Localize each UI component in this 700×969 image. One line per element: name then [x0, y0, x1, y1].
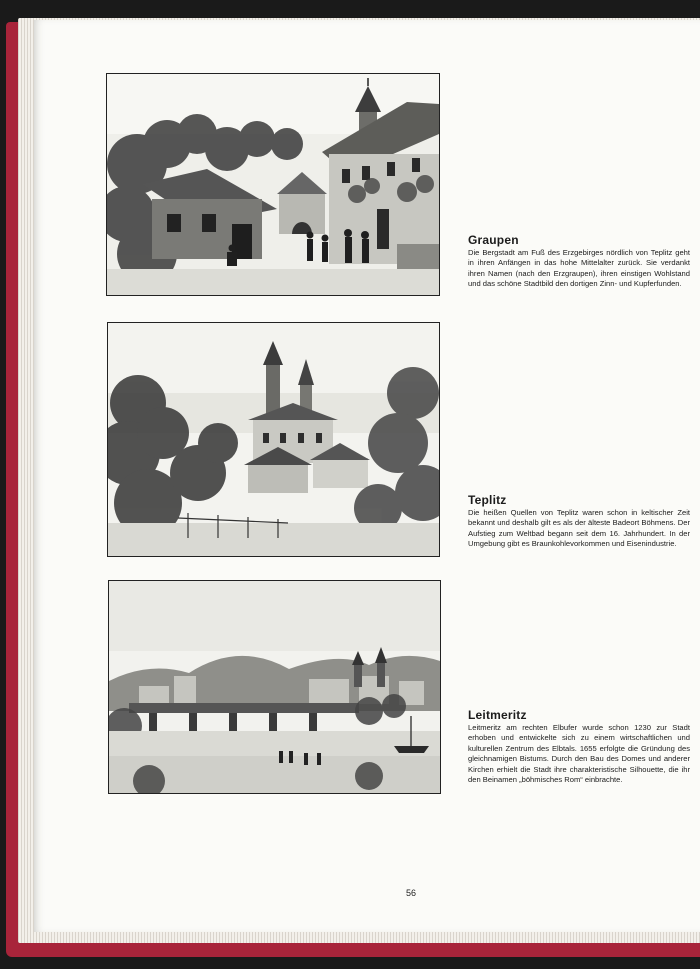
caption-title: Teplitz — [468, 493, 507, 507]
caption-text: Die Bergstadt am Fuß des Erzgebirges nördlich von Teplitz geht in ihren Anfängen in das hohe Mittelalter zurück. Sie verdankt ihren Namen (nach den Erzgraupen), ihren einstigen Wohlstand und das schöne Stadtbild den dortigen Zinn- und Kupferfunden. — [468, 248, 690, 289]
engraving-graupen — [106, 73, 440, 296]
book-page — [34, 20, 700, 932]
leitmeritz-illustration — [109, 581, 440, 793]
teplitz-illustration — [108, 323, 439, 556]
caption-leitmeritz — [468, 708, 690, 785]
caption-graupen — [468, 233, 690, 290]
engraving-teplitz — [107, 322, 440, 557]
caption-text: Die heißen Quellen von Teplitz waren schon in keltischer Zeit bekannt und deshalb gilt es als der älteste Badeort Böhmens. Der Aufstieg zum Weltbad begann seit dem 16. Jahrhundert. In der Umgebung gibt es Braunkohlevorkommen und Eisenindustrie. — [468, 508, 690, 549]
caption-text: Leitmeritz am rechten Elbufer wurde schon 1230 zur Stadt erhoben und entwickelte sich zu einem wirtschaftlichen und kulturellen Zentrum des Elbtals. 1655 erfolgte die Gründung des gleichnamigen Bistums. Durch den Bau des Domes und anderer Kirchen erhielt die Stadt ihre charakteristische Silhouette, die ihr den Beinamen „böhmisches Rom“ einbrachte. — [468, 723, 690, 785]
engraving-leitmeritz — [108, 580, 441, 794]
page-number: 56 — [406, 888, 417, 898]
graupen-illustration — [107, 74, 439, 295]
caption-title: Graupen — [468, 233, 519, 247]
caption-teplitz — [468, 493, 690, 550]
caption-title: Leitmeritz — [468, 708, 527, 722]
